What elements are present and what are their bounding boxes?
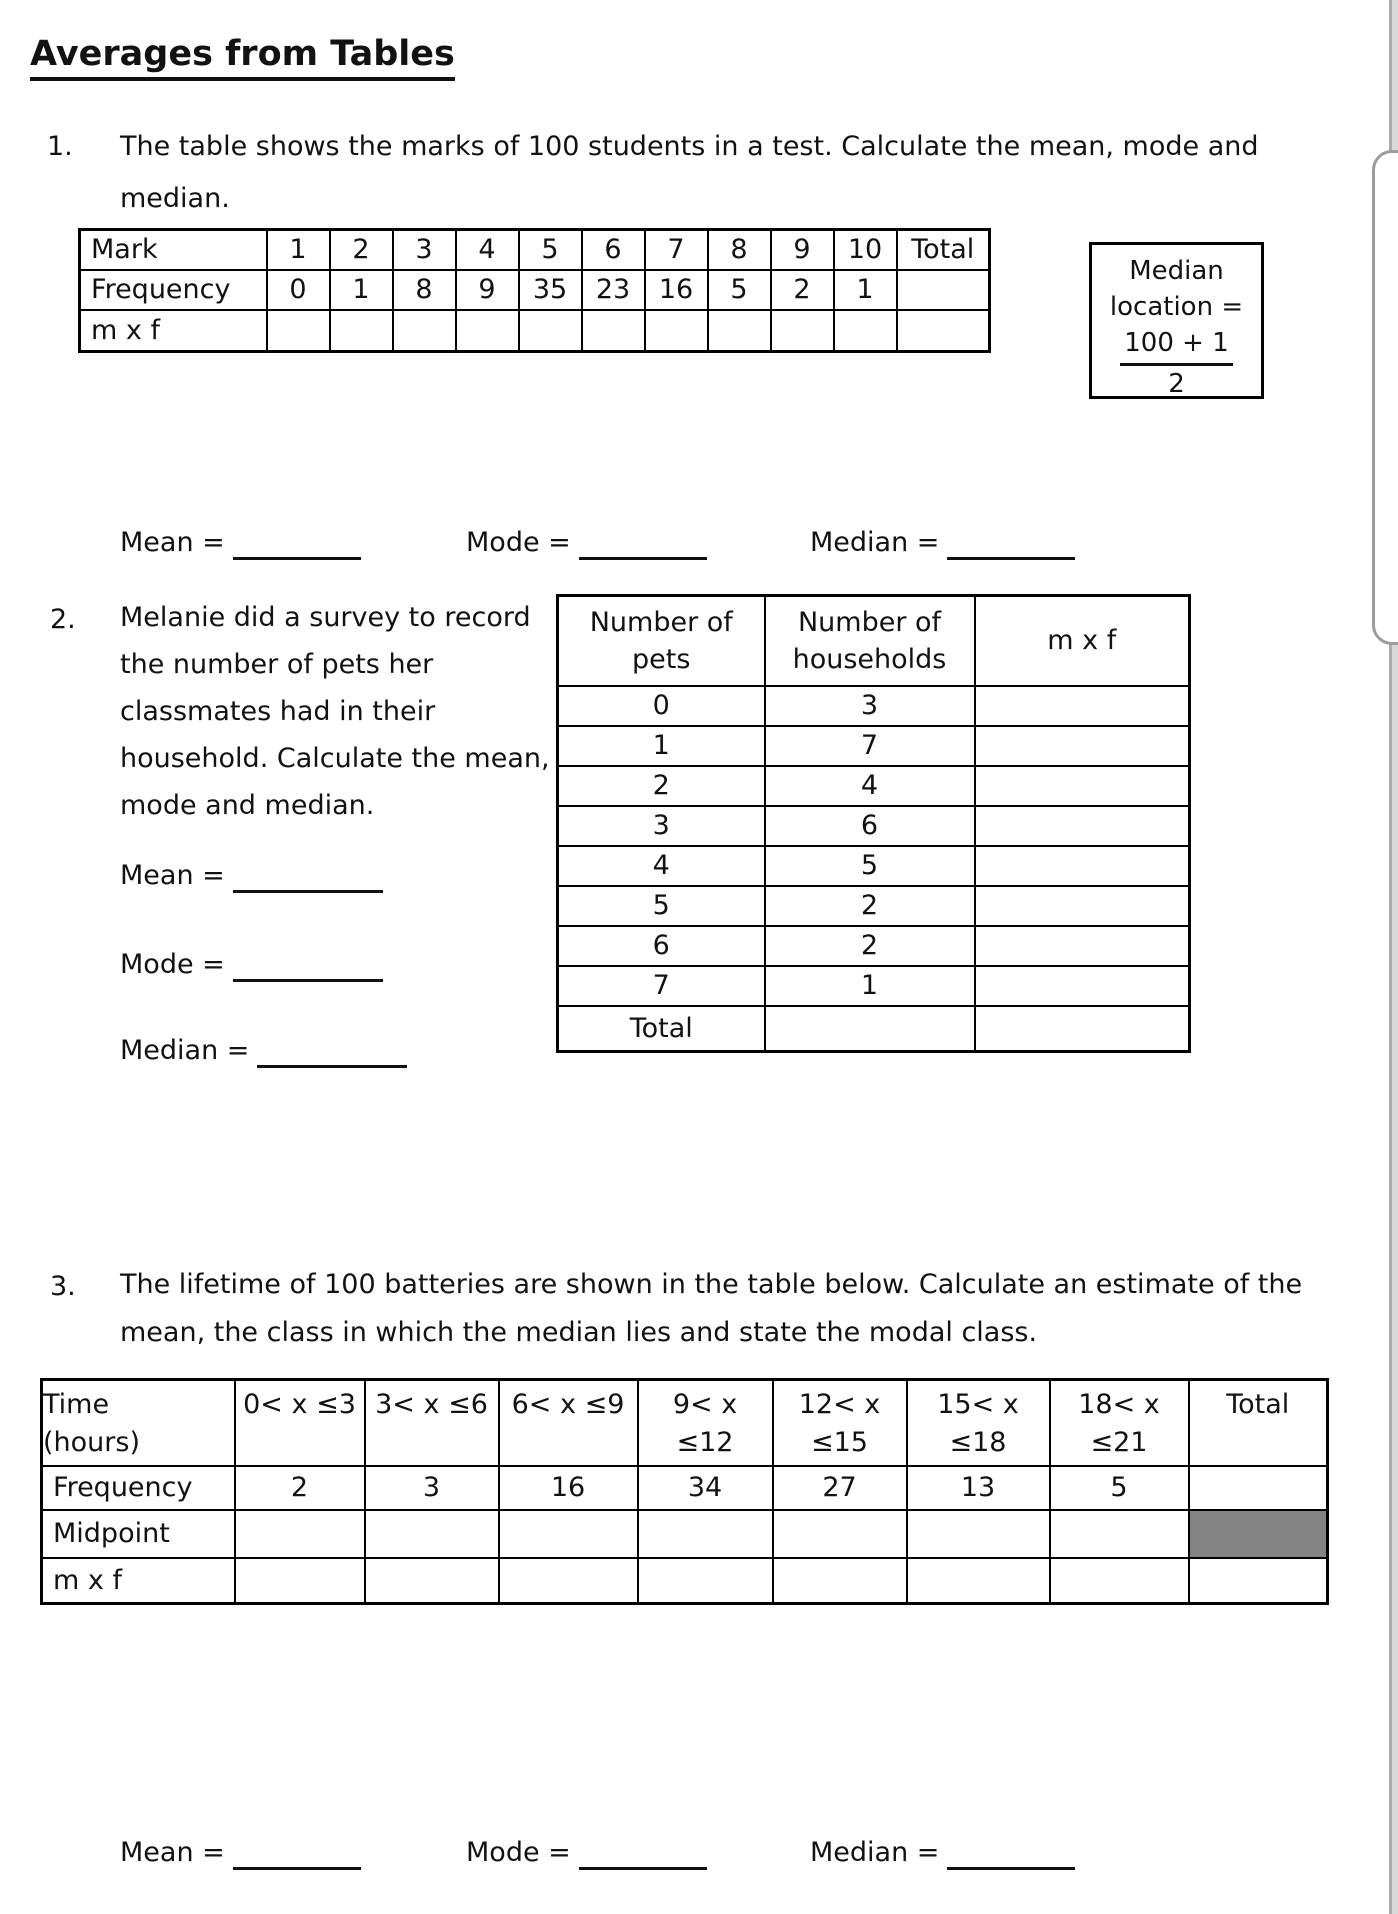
q1-frequency-cell: 1 [834,270,897,310]
q2-table [556,594,1191,1053]
q1-frequency-cell: 8 [393,270,456,310]
q2-row [558,966,1190,1006]
median-box-line2: location = [1109,292,1244,322]
q3-median-blank [810,1836,1075,1870]
q2-mxf-empty-cell [975,686,1190,726]
q3-text-line2: mean, the class in which the median lies and state the modal class. [120,1317,1038,1348]
q1-mark-cell: 8 [708,230,771,270]
q1-frequency-cell: 16 [645,270,708,310]
q2-header-row [558,596,1190,686]
q3-frequency-cell: 34 [638,1466,773,1510]
q1-frequency-cell: 35 [519,270,582,310]
q1-mark-row-label: Mark [80,230,267,270]
q3-midpoint-empty-cell [1050,1510,1189,1558]
q2-households-cell: 2 [765,926,975,966]
q3-total-header: Total [1189,1380,1328,1466]
q3-mxf-row [42,1558,1328,1604]
q2-median-blank [120,1034,407,1068]
q3-midpoint-empty-cell [235,1510,365,1558]
q3-frequency-row [42,1466,1328,1510]
q3-midpoint-empty-cell [773,1510,907,1558]
q3-mxf-empty-cell [365,1558,499,1604]
q2-pets-cell: 0 [558,686,765,726]
q2-row [558,926,1190,966]
q1-median-label: Median = [810,527,940,558]
q1-mxf-total-empty-cell [897,310,990,352]
q3-mean-label: Mean = [120,1837,225,1868]
q3-mxf-empty-cell [907,1558,1050,1604]
q3-text [120,1261,1302,1357]
q3-mode-blank [466,1836,707,1870]
q1-text-line2: median. [120,183,230,214]
q3-time-header-line2: (hours) [43,1427,140,1458]
q2-row [558,886,1190,926]
q1-table [78,228,991,353]
q1-mxf-empty-cell [771,310,834,352]
q3-class-header: 18< x ≤21 [1050,1380,1189,1466]
q1-number: 1. [47,131,73,162]
answer-line [947,527,1075,560]
q2-mxf-empty-cell [975,806,1190,846]
q2-total-label: Total [558,1006,765,1052]
q1-mean-label: Mean = [120,527,225,558]
q2-header-households [765,596,975,686]
q2-pets-cell: 7 [558,966,765,1006]
q1-mark-cell: 3 [393,230,456,270]
q3-class-header: 6< x ≤9 [499,1380,638,1466]
q2-total-row [558,1006,1190,1052]
q3-class-header: 9< x ≤12 [638,1380,773,1466]
q2-total-empty-cell [765,1006,975,1052]
q3-mxf-empty-cell [235,1558,365,1604]
q2-households-cell: 4 [765,766,975,806]
page-title [30,34,455,81]
q3-midpoint-empty-cell [365,1510,499,1558]
q3-time-header-line1: Time [43,1389,110,1420]
q3-table [40,1378,1329,1605]
q1-mark-total-header: Total [897,230,990,270]
answer-line [947,1837,1075,1870]
q1-frequency-cell: 9 [456,270,519,310]
q2-header-mxf-label: m x f [1047,625,1117,657]
q3-midpoint-row [42,1510,1328,1558]
q1-frequency-row-label: Frequency [80,270,267,310]
q2-pets-cell: 6 [558,926,765,966]
q2-row [558,846,1190,886]
q3-frequency-cell: 16 [499,1466,638,1510]
q1-mxf-empty-cell [582,310,645,352]
q1-frequency-cell: 1 [330,270,393,310]
q1-frequency-row [80,270,990,310]
q3-class-header: 12< x ≤15 [773,1380,907,1466]
q1-mode-label: Mode = [466,527,571,558]
median-box-title: Median [1129,256,1224,286]
q1-mxf-empty-cell [267,310,330,352]
answer-line [579,1837,707,1870]
q1-mxf-empty-cell [834,310,897,352]
q2-mode-label: Mode = [120,949,225,980]
q1-median-blank [810,526,1075,560]
q1-frequency-cell: 5 [708,270,771,310]
q3-mxf-empty-cell [1050,1558,1189,1604]
q2-row [558,726,1190,766]
q3-mean-blank [120,1836,361,1870]
q2-households-cell: 5 [765,846,975,886]
q2-pets-cell: 2 [558,766,765,806]
q1-mark-cell: 4 [456,230,519,270]
q1-mark-cell: 5 [519,230,582,270]
q2-total-empty-cell [975,1006,1190,1052]
q2-mode-blank [120,948,383,982]
q3-median-label: Median = [810,1837,940,1868]
q1-mxf-empty-cell [456,310,519,352]
q2-header-mxf [975,596,1190,686]
median-box-denominator: 2 [1168,369,1185,399]
q1-text-line1: The table shows the marks of 100 students in a test. Calculate the mean, mode and [120,131,1259,162]
q1-frequency-cell: 2 [771,270,834,310]
q2-text-line3: classmates had in their [120,696,436,727]
q3-frequency-total-cell [1189,1466,1328,1510]
q2-number: 2. [50,604,76,635]
q2-households-cell: 3 [765,686,975,726]
q3-frequency-cell: 5 [1050,1466,1189,1510]
q3-mxf-empty-cell [638,1558,773,1604]
q2-pets-cell: 1 [558,726,765,766]
q1-mark-row [80,230,990,270]
q1-frequency-total-cell [897,270,990,310]
q2-mxf-empty-cell [975,766,1190,806]
q2-pets-cell: 4 [558,846,765,886]
q3-number: 3. [50,1271,76,1302]
q3-mxf-empty-cell [499,1558,638,1604]
q2-text-line5: mode and median. [120,790,375,821]
q2-header-pets [558,596,765,686]
q2-mxf-empty-cell [975,926,1190,966]
q1-mxf-empty-cell [645,310,708,352]
q3-midpoint-empty-cell [907,1510,1050,1558]
q2-mxf-empty-cell [975,966,1190,1006]
q2-pets-cell: 3 [558,806,765,846]
answer-line [579,527,707,560]
q1-mxf-row-label: m x f [80,310,267,352]
q2-text-line1: Melanie did a survey to record [120,602,531,633]
answer-line [257,1035,407,1068]
q3-frequency-cell: 13 [907,1466,1050,1510]
q3-text-line1: The lifetime of 100 batteries are shown in the table below. Calculate an estimate of the [120,1269,1303,1300]
scrollbar-thumb[interactable] [1372,150,1398,645]
q3-class-header: 3< x ≤6 [365,1380,499,1466]
q1-mark-cell: 10 [834,230,897,270]
q1-mxf-empty-cell [708,310,771,352]
q1-mxf-empty-cell [393,310,456,352]
q3-class-header: 0< x ≤3 [235,1380,365,1466]
answer-line [233,1837,361,1870]
q2-text-line4: household. Calculate the mean, [120,743,550,774]
q1-mark-cell: 2 [330,230,393,270]
q3-class-header: 15< x ≤18 [907,1380,1050,1466]
q2-median-label: Median = [120,1035,250,1066]
q2-header-households-line1: Number of [797,606,942,638]
q3-time-header [42,1380,235,1466]
q1-mxf-empty-cell [330,310,393,352]
q1-mark-cell: 6 [582,230,645,270]
median-location-box [1089,242,1264,399]
q1-mark-cell: 1 [267,230,330,270]
answer-line [233,860,383,893]
q3-header-row [42,1380,1328,1466]
q3-frequency-cell: 3 [365,1466,499,1510]
q3-mxf-row-label: m x f [42,1558,235,1604]
q1-mxf-row [80,310,990,352]
q2-text [120,594,550,829]
q3-frequency-cell: 2 [235,1466,365,1510]
q3-mode-label: Mode = [466,1837,571,1868]
q3-frequency-cell: 27 [773,1466,907,1510]
q2-text-line2: the number of pets her [120,649,434,680]
q2-row [558,686,1190,726]
q1-frequency-cell: 0 [267,270,330,310]
median-box-numerator: 100 + 1 [1120,325,1232,366]
q2-households-cell: 1 [765,966,975,1006]
q2-households-cell: 2 [765,886,975,926]
answer-line [233,949,383,982]
q3-mxf-total-empty-cell [1189,1558,1328,1604]
q3-midpoint-empty-cell [499,1510,638,1558]
q2-mean-label: Mean = [120,860,225,891]
q3-mxf-empty-cell [773,1558,907,1604]
q1-mode-blank [466,526,707,560]
page-title-text: Averages from Tables [30,34,455,81]
q1-mean-blank [120,526,361,560]
midpoint-total-cell [1189,1510,1328,1558]
q3-frequency-row-label: Frequency [42,1466,235,1510]
q3-midpoint-row-label: Midpoint [42,1510,235,1558]
q2-pets-cell: 5 [558,886,765,926]
q2-row [558,766,1190,806]
q1-mark-cell: 9 [771,230,834,270]
q2-mean-blank [120,859,383,893]
q2-header-households-line2: households [792,643,947,675]
q2-households-cell: 6 [765,806,975,846]
q2-mxf-empty-cell [975,886,1190,926]
q1-text [120,121,1259,225]
q1-mxf-empty-cell [519,310,582,352]
q2-header-pets-line1: Number of [589,606,733,638]
q2-mxf-empty-cell [975,846,1190,886]
q2-header-pets-line2: pets [632,643,691,675]
q2-row [558,806,1190,846]
q2-households-cell: 7 [765,726,975,766]
q1-frequency-cell: 23 [582,270,645,310]
q1-mark-cell: 7 [645,230,708,270]
q2-mxf-empty-cell [975,726,1190,766]
q3-midpoint-empty-cell [638,1510,773,1558]
answer-line [233,527,361,560]
